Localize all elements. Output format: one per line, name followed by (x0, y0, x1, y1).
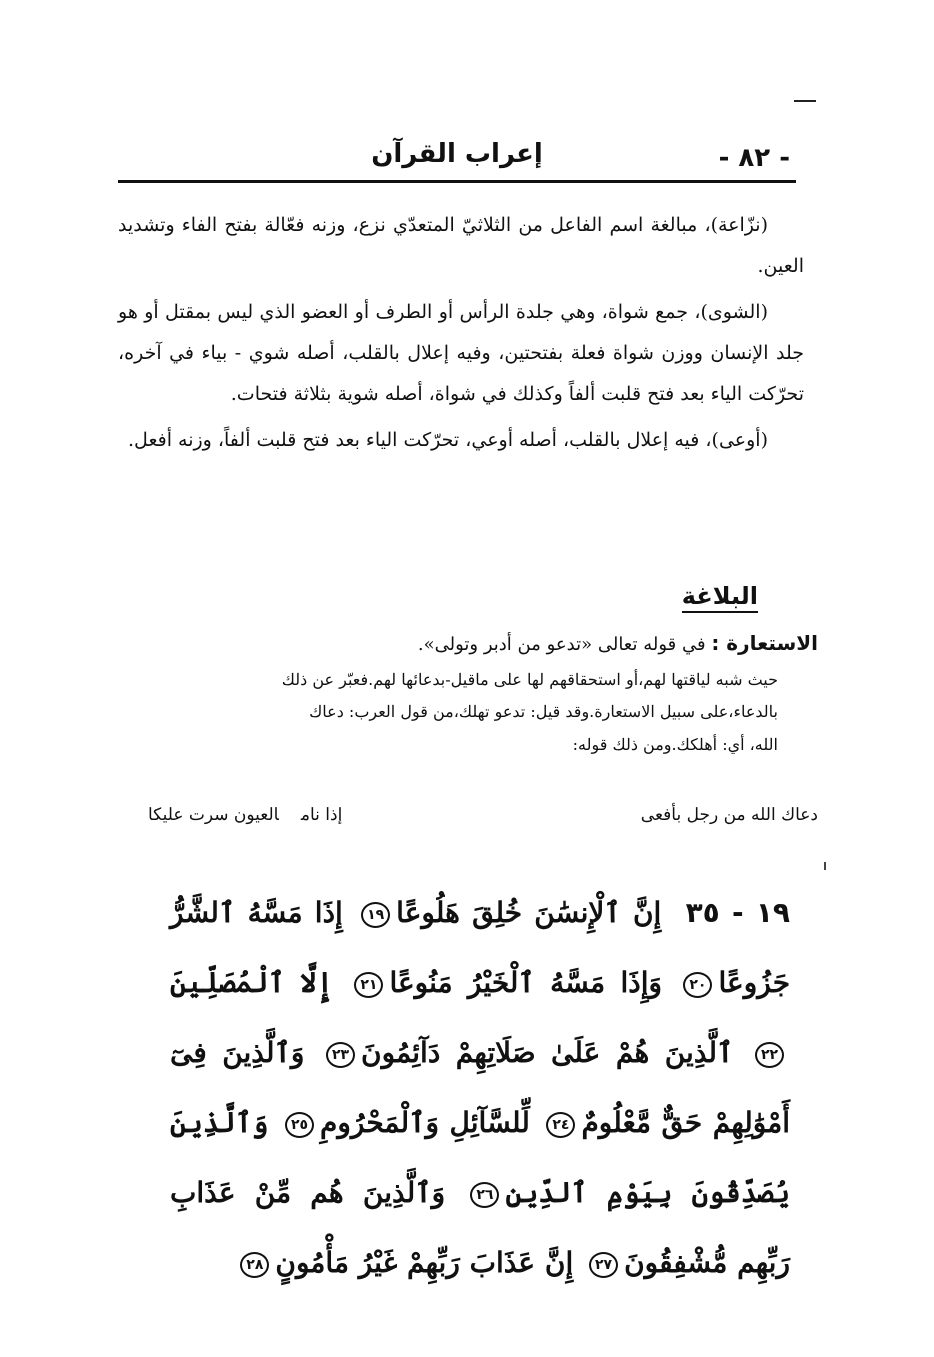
ayah-text: لِّلسَّآئِلِ وَٱلْمَحْرُومِ (320, 1106, 530, 1139)
quran-passage (170, 878, 790, 1298)
ayah-number-icon: ٢٤ (546, 1112, 575, 1138)
istiara-intro: في قوله تعالى «تدعو من أدبر وتولى». (417, 634, 706, 655)
commentary-text (118, 205, 804, 466)
verse-second-part-b: العيون سرت عليكا (148, 805, 279, 825)
explanation-line: الله، أي: أهلكك.ومن ذلك قوله: (572, 735, 778, 754)
ayah-text: ٱلَّذِينَ هُمْ عَلَىٰ صَلَاتِهِمْ دَآئِمُونَ (361, 1036, 734, 1069)
ayah-number-icon: ١٩ (361, 902, 390, 928)
page-number: - ٨٢ - (718, 143, 790, 173)
ayah-text: إِنَّ ٱلْإِنسَٰنَ خُلِقَ هَلُوعًا (396, 896, 662, 929)
ayah-number-icon: ٢٥ (285, 1112, 314, 1138)
istiara-label: الاستعارة : (711, 631, 818, 655)
istiara-line (118, 624, 818, 664)
ayah-text: إِنَّ عَذَابَ رَبِّهِمْ غَيْرُ مَأْمُونٍ (275, 1246, 574, 1279)
ayah-text: إِذَا مَسَّهُ ٱلشَّرُّ جَزُوعًا (170, 896, 791, 999)
explanation-line: بالدعاء،على سبيل الاستعارة.وقد قيل: تدعو تهلك،من قول العرب: دعاك (309, 702, 778, 721)
verse-first-hemistich: دعاك الله من رجل بأفعى (640, 805, 818, 825)
ayah-number-icon: ٢٠ (683, 972, 712, 998)
balagha-section (118, 624, 818, 762)
paragraph-nazzaa: (نزّاعة)، مبالغة اسم الفاعل من الثلاثيّ المتعدّي نزع، وزنه فعّالة بفتح الفاء وتشديد العين. (118, 214, 804, 277)
margin-tick (824, 862, 826, 870)
ayah-text: وَإِذَا مَسَّهُ ٱلْخَيْرُ مَنُوعًا (389, 966, 663, 999)
ayah-number-icon: ٢٢ (755, 1042, 784, 1068)
verse-second-part-a: إذا نام (300, 805, 343, 825)
section-heading: البلاغة (682, 582, 758, 613)
ayah-number-icon: ٢٨ (240, 1252, 269, 1278)
page-header (118, 135, 796, 183)
ayah-number-icon: ٢١ (354, 972, 383, 998)
corner-mark (794, 100, 816, 102)
ayah-number-icon: ٢٣ (326, 1042, 355, 1068)
book-title: إعراب القرآن (371, 139, 543, 169)
poetry-verse (118, 805, 818, 839)
explanation-line: حيث شبه لياقتها لهم،أو استحقاقهم لها على ماقيل-بدعائها لهم.فعبّر عن ذلك (281, 670, 778, 689)
ayah-number-icon: ٢٧ (589, 1252, 618, 1278)
ayah-text: وَٱلَّذِينَ هُم مِّنْ عَذَابِ رَبِّهِم مُّشْفِقُونَ (170, 1176, 790, 1279)
ayah-text: وَٱلَّذِينَ فِىٓ أَمْوَٰلِهِمْ حَقٌّ مَّعْلُومٌ (170, 1036, 791, 1139)
paragraph-shawa: (الشوى)، جمع شواة، وهي جلدة الرأس أو الطرف أو العضو الذي ليس بمقتل أو هو جلد الإنسان ووزن شواة فعلة بفتحتين، وفيه إعلال بالقلب، أصله شوي - بياء في آخره، تحرّكت الياء بعد فتح قلبت ألفاً وكذلك في شواة، أصله شوية بثلاثة فتحات. (118, 301, 804, 405)
verse-second-hemistich (126, 805, 342, 825)
verse-range: ١٩ - ٣٥ (685, 896, 791, 929)
ayah-text: إِلَّا ٱلْمُصَلِّينَ (170, 966, 333, 999)
ayah-text: وَٱلَّذِينَ يُصَدِّقُونَ بِيَوْمِ ٱلدِّينِ (170, 1106, 791, 1209)
ayah-number-icon: ٢٦ (470, 1182, 499, 1208)
paragraph-awaa: (أوعى)، فيه إعلال بالقلب، أصله أوعي، تحرّكت الياء بعد فتح قلبت ألفاً، وزنه أفعل. (128, 429, 768, 451)
